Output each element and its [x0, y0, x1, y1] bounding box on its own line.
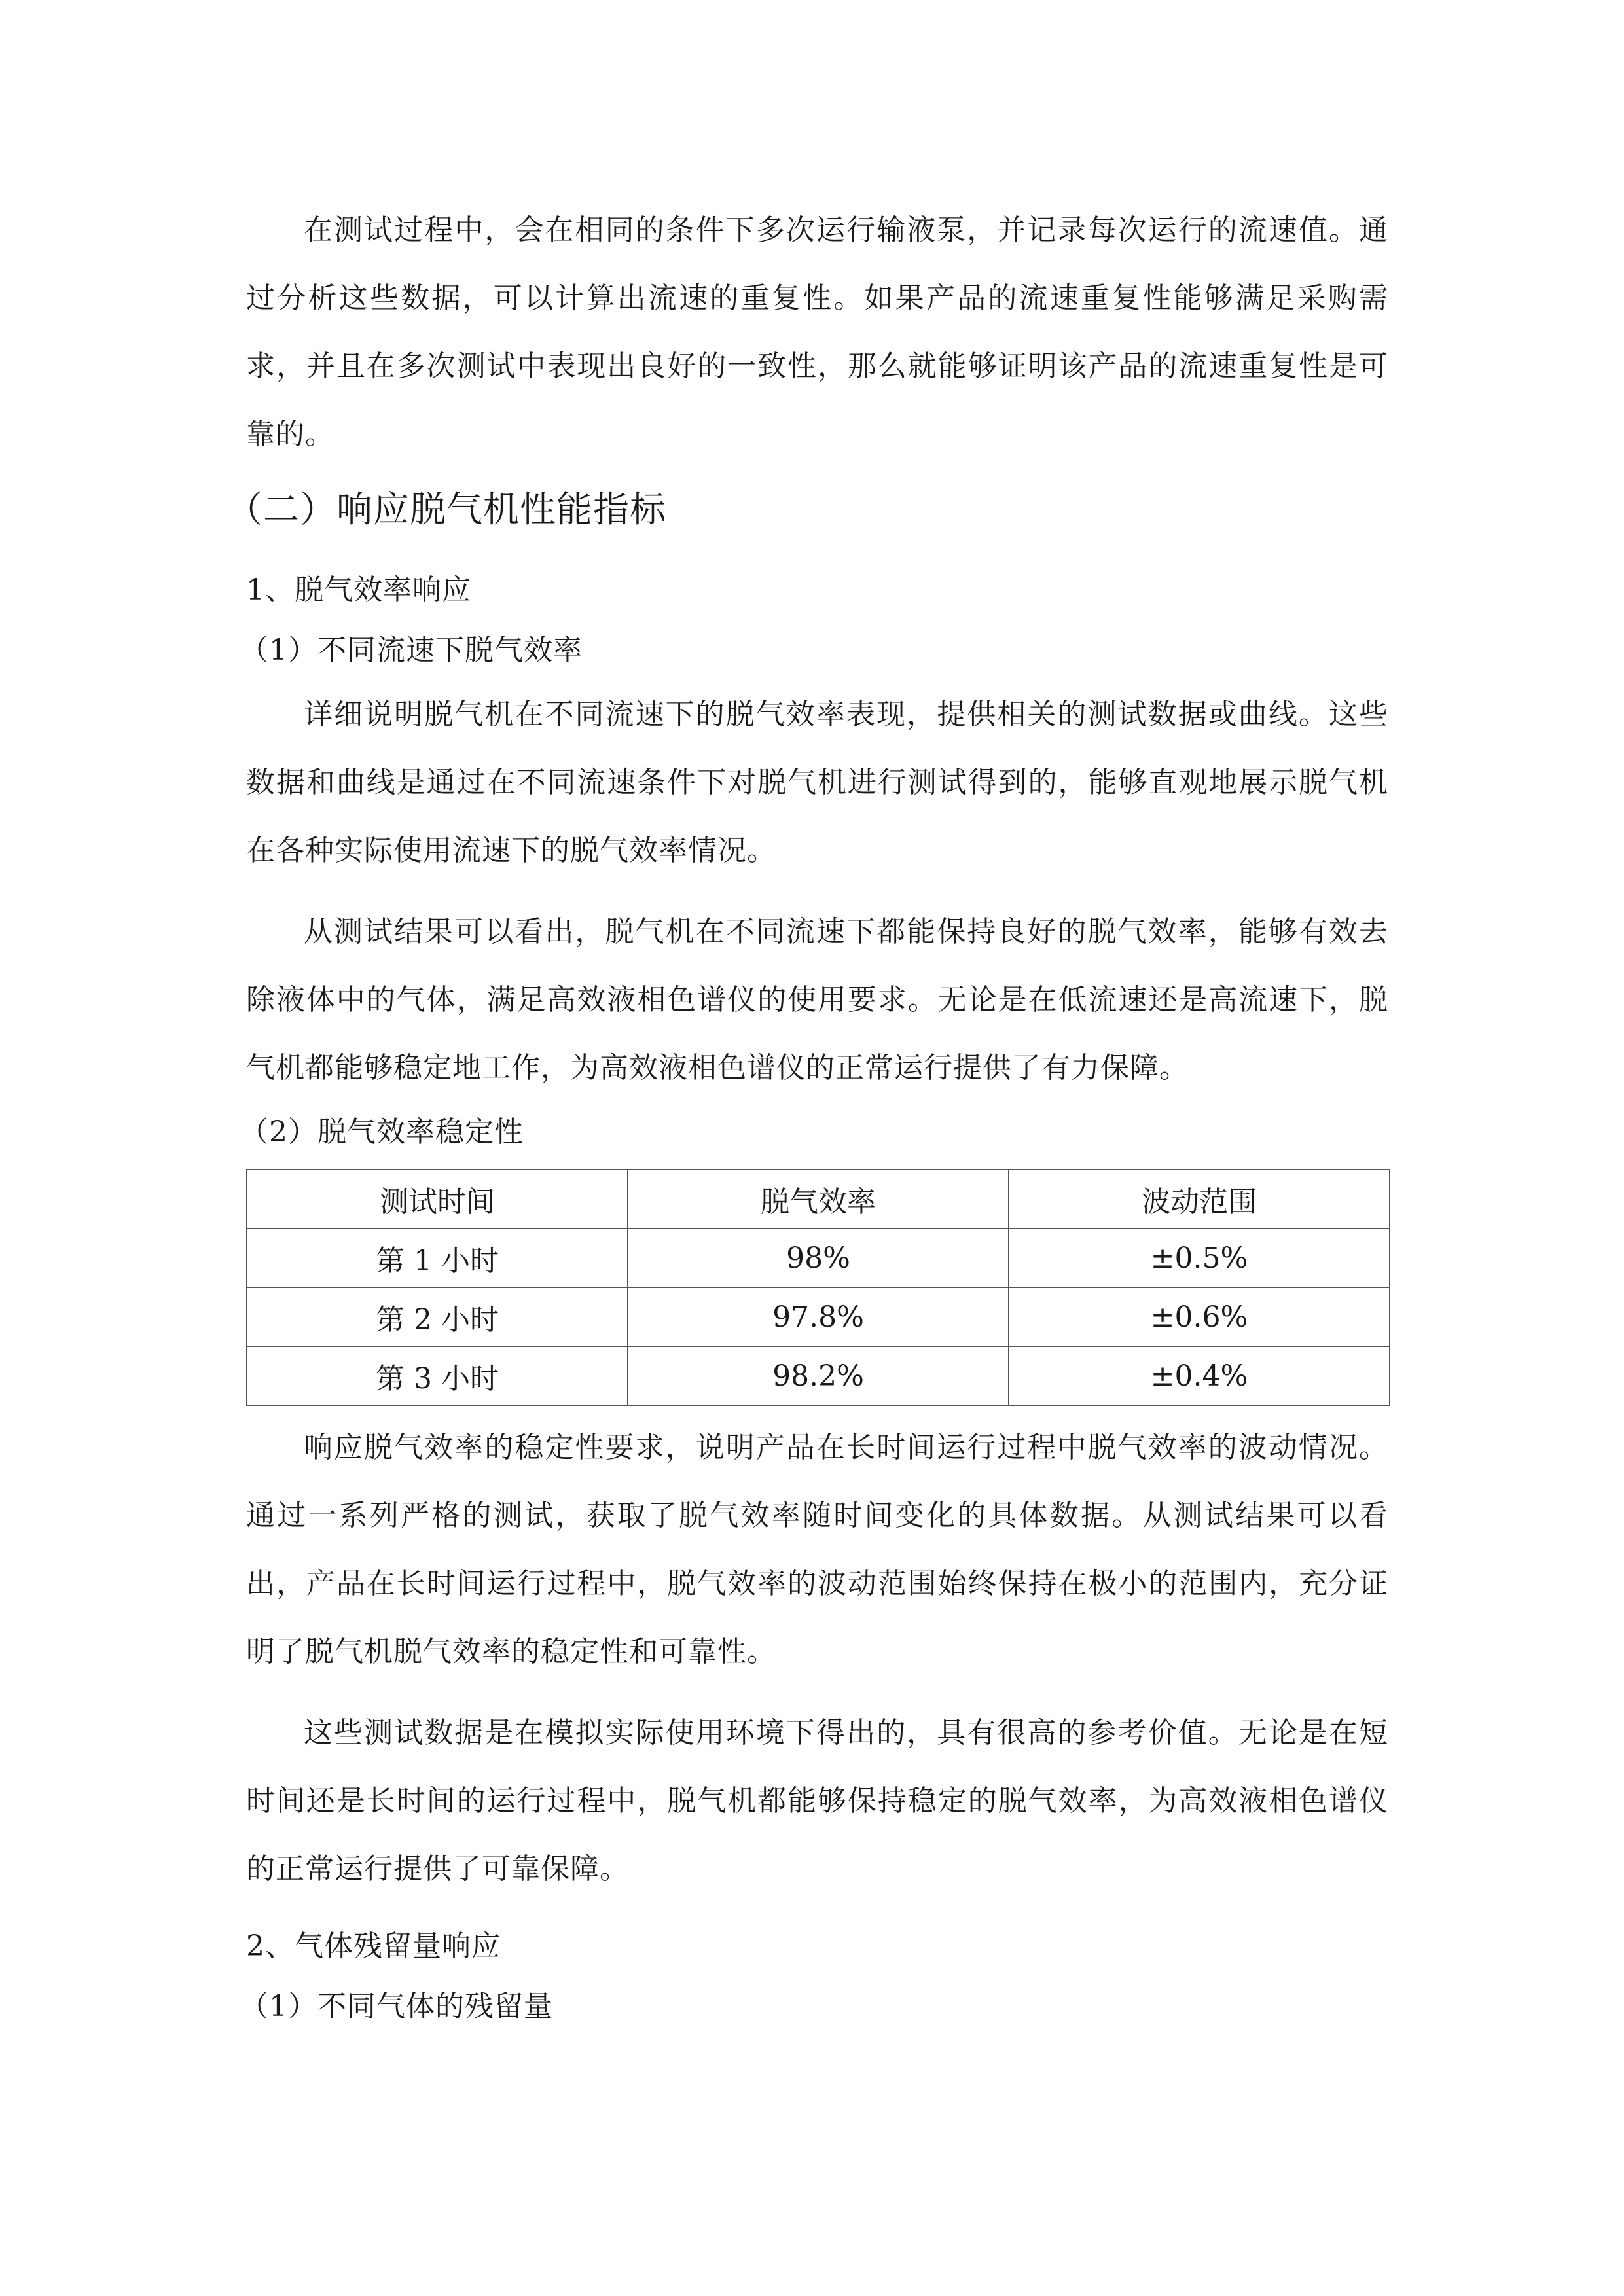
table-cell: 98.2%	[628, 1346, 1009, 1405]
table-row	[247, 1346, 1390, 1405]
table-cell: 98%	[628, 1229, 1009, 1287]
table-cell: 97.8%	[628, 1287, 1009, 1346]
table-cell: ±0.4%	[1009, 1346, 1390, 1405]
paragraph-efficiency-result: 从测试结果可以看出，脱气机在不同流速下都能保持良好的脱气效率，能够有效去除液体中的气体，满足高效液相色谱仪的使用要求。无论是在低流速还是高流速下，脱气机都能够稳定地工作，为高效液相色谱仪的正常运行提供了有力保障。	[246, 915, 1388, 1085]
table-row	[247, 1287, 1390, 1346]
paragraph-flow-repeatability: 在测试过程中，会在相同的条件下多次运行输液泵，并记录每次运行的流速值。通过分析这些数据，可以计算出流速的重复性。如果产品的流速重复性能够满足采购需求，并且在多次测试中表现出良好的一致性，那么就能够证明该产品的流速重复性是可靠的。	[246, 213, 1388, 451]
item-heading-efficiency-stability: （2）脱气效率稳定性	[240, 1115, 524, 1149]
paragraph-stability-detail: 响应脱气效率的稳定性要求，说明产品在长时间运行过程中脱气效率的波动情况。通过一系列严格的测试，获取了脱气效率随时间变化的具体数据。从测试结果可以看出，产品在长时间运行过程中，脱气效率的波动范围始终保持在极小的范围内，充分证明了脱气机脱气效率的稳定性和可靠性。	[246, 1431, 1388, 1668]
table-cell: 第 1 小时	[247, 1229, 628, 1287]
table-header-row	[247, 1170, 1390, 1229]
item-heading-gas-residue-types: （1）不同气体的残留量	[240, 1990, 553, 2023]
table-header-cell: 波动范围	[1009, 1170, 1390, 1229]
paragraph-efficiency-detail: 详细说明脱气机在不同流速下的脱气效率表现，提供相关的测试数据或曲线。这些数据和曲线是通过在不同流速条件下对脱气机进行测试得到的，能够直观地展示脱气机在各种实际使用流速下的脱气效率情况。	[246, 698, 1388, 867]
subheading-degassing-efficiency: 1、脱气效率响应	[246, 573, 471, 607]
table-header-cell: 测试时间	[247, 1170, 628, 1229]
table-cell: ±0.5%	[1009, 1229, 1390, 1287]
stability-table	[246, 1169, 1390, 1406]
table-row	[247, 1229, 1390, 1287]
section-heading-degasser: （二）响应脱气机性能指标	[226, 488, 667, 530]
document-page	[226, 196, 1388, 2037]
item-heading-efficiency-by-flow: （1）不同流速下脱气效率	[240, 634, 583, 667]
table-header-cell: 脱气效率	[628, 1170, 1009, 1229]
paragraph-stability-conclusion: 这些测试数据是在模拟实际使用环境下得出的，具有很高的参考价值。无论是在短时间还是长时间的运行过程中，脱气机都能够保持稳定的脱气效率，为高效液相色谱仪的正常运行提供了可靠保障。	[246, 1716, 1388, 1886]
table-cell: ±0.6%	[1009, 1287, 1390, 1346]
subheading-gas-residue: 2、气体残留量响应	[246, 1929, 501, 1963]
table-cell: 第 3 小时	[247, 1346, 628, 1405]
table-cell: 第 2 小时	[247, 1287, 628, 1346]
